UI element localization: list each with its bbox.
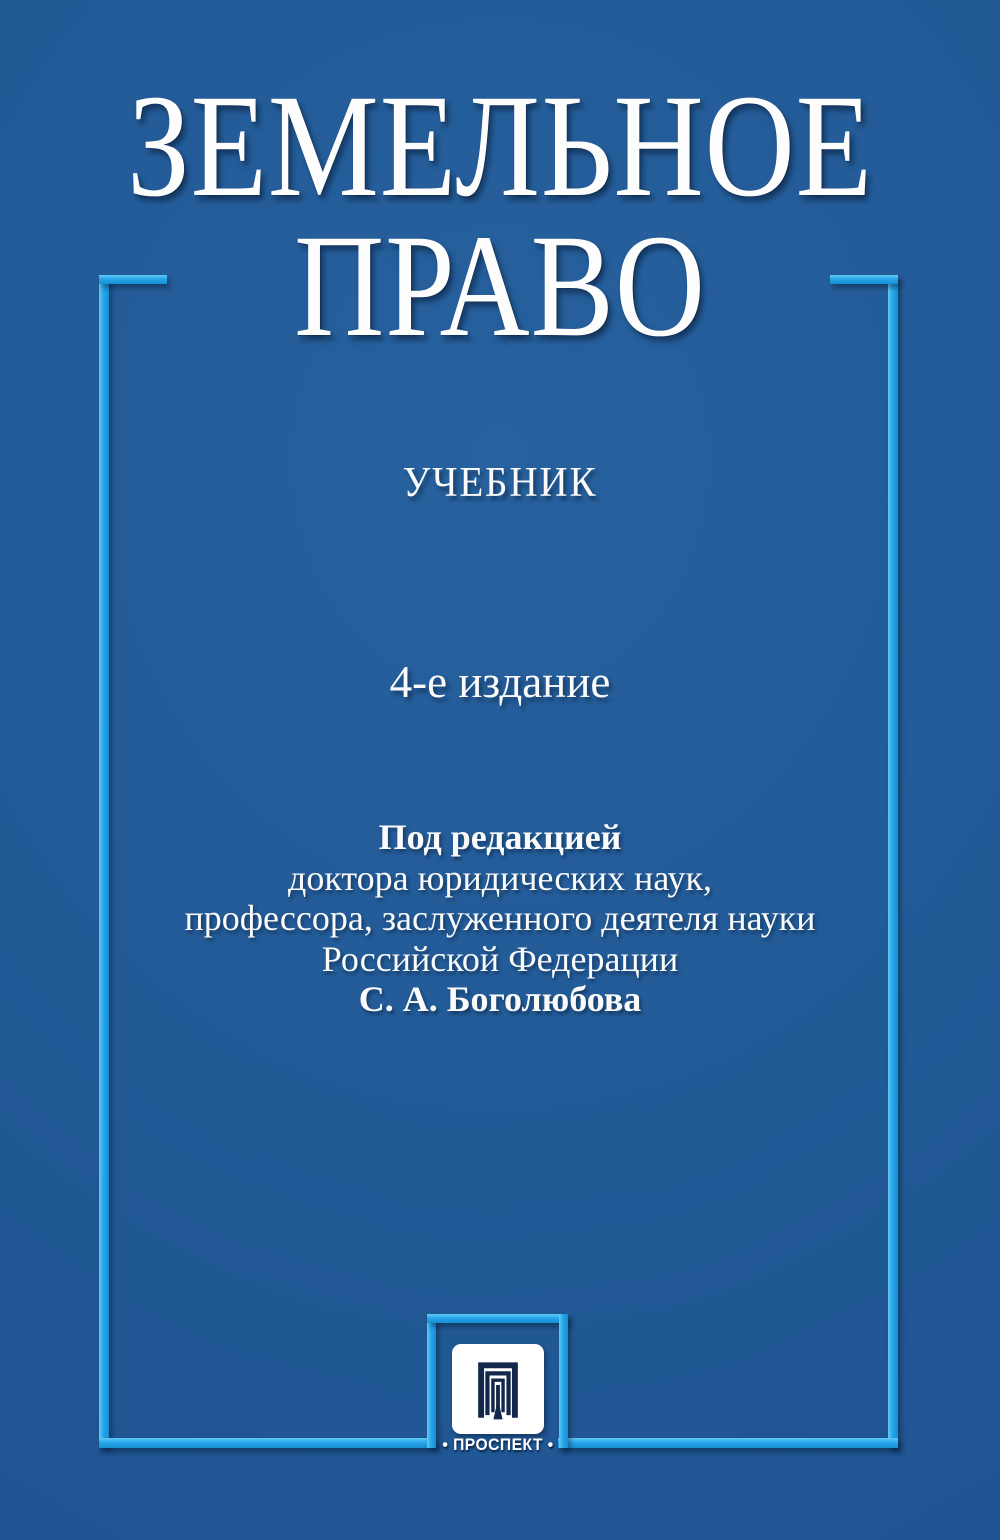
editors-block [0,817,1000,1020]
editors-line-federation: Российской Федерации [321,938,679,979]
frame-logo-notch-top [427,1314,568,1323]
publisher-name-label: • ПРОСПЕКТ • [442,1435,554,1454]
frame-logo-notch-right [559,1314,568,1448]
editors-line-professor: профессора, заслуженного деятеля науки [184,898,816,938]
editors-line-name: С. А. Боголюбова [358,979,642,1019]
publisher-logo-box [452,1344,544,1434]
frame-logo-notch-left [427,1314,436,1448]
frame-top-right-stub [830,275,898,284]
subtitle-uchebnik: УЧЕБНИК [402,460,598,506]
book-title-line-1: ЗЕМЕЛЬНОЕ [127,64,873,227]
editors-line-under-editorship: Под редакцией [378,817,622,857]
book-title-line-2: ПРАВО [294,204,706,367]
edition-label: 4-е издание [389,657,611,707]
prospekt-arch-icon [459,1351,537,1427]
frame-top-left-stub [99,275,167,284]
frame-bottom-right-segment [558,1438,898,1448]
frame-bottom-left-segment [99,1438,436,1448]
editors-line-degree: доктора юридических наук, [288,857,712,898]
